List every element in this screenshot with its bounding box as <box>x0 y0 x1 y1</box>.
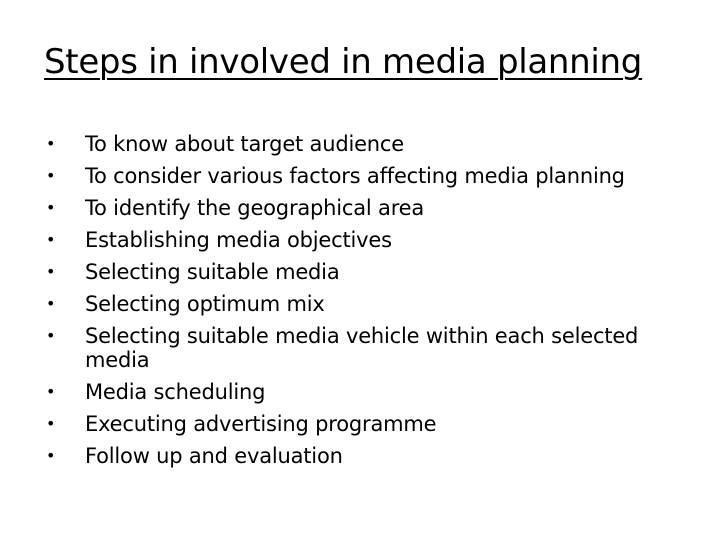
list-item <box>46 256 686 288</box>
bullet-icon: • <box>46 134 56 153</box>
bullet-icon: • <box>46 446 56 465</box>
list-item-text: Establishing media objectives <box>85 228 392 252</box>
slide-title: Steps in involved in media planning <box>44 42 643 82</box>
list-item <box>46 160 686 192</box>
list-item <box>46 440 686 472</box>
list-item-text: To identify the geographical area <box>85 196 425 220</box>
bullet-icon: • <box>46 198 56 217</box>
list-item-text: Follow up and evaluation <box>85 444 343 468</box>
bullet-icon: • <box>46 382 56 401</box>
list-item-text: Selecting suitable media vehicle within each selected media <box>85 324 639 372</box>
list-item-text: Selecting suitable media <box>85 260 340 284</box>
bullet-icon: • <box>46 294 56 313</box>
list-item <box>46 192 686 224</box>
list-item-text: Executing advertising programme <box>85 412 437 436</box>
list-item-text: To consider various factors affecting media planning <box>85 164 625 188</box>
list-item <box>46 408 686 440</box>
bullet-icon: • <box>46 326 56 345</box>
list-item <box>46 376 686 408</box>
list-item <box>46 128 686 160</box>
list-item-text: Selecting optimum mix <box>85 292 325 316</box>
bullet-icon: • <box>46 414 56 433</box>
list-item-text: To know about target audience <box>85 132 404 156</box>
steps-list <box>46 128 686 472</box>
bullet-icon: • <box>46 230 56 249</box>
bullet-icon: • <box>46 166 56 185</box>
list-item <box>46 320 686 376</box>
list-item <box>46 224 686 256</box>
list-item <box>46 288 686 320</box>
list-item-text: Media scheduling <box>85 380 266 404</box>
bullet-icon: • <box>46 262 56 281</box>
